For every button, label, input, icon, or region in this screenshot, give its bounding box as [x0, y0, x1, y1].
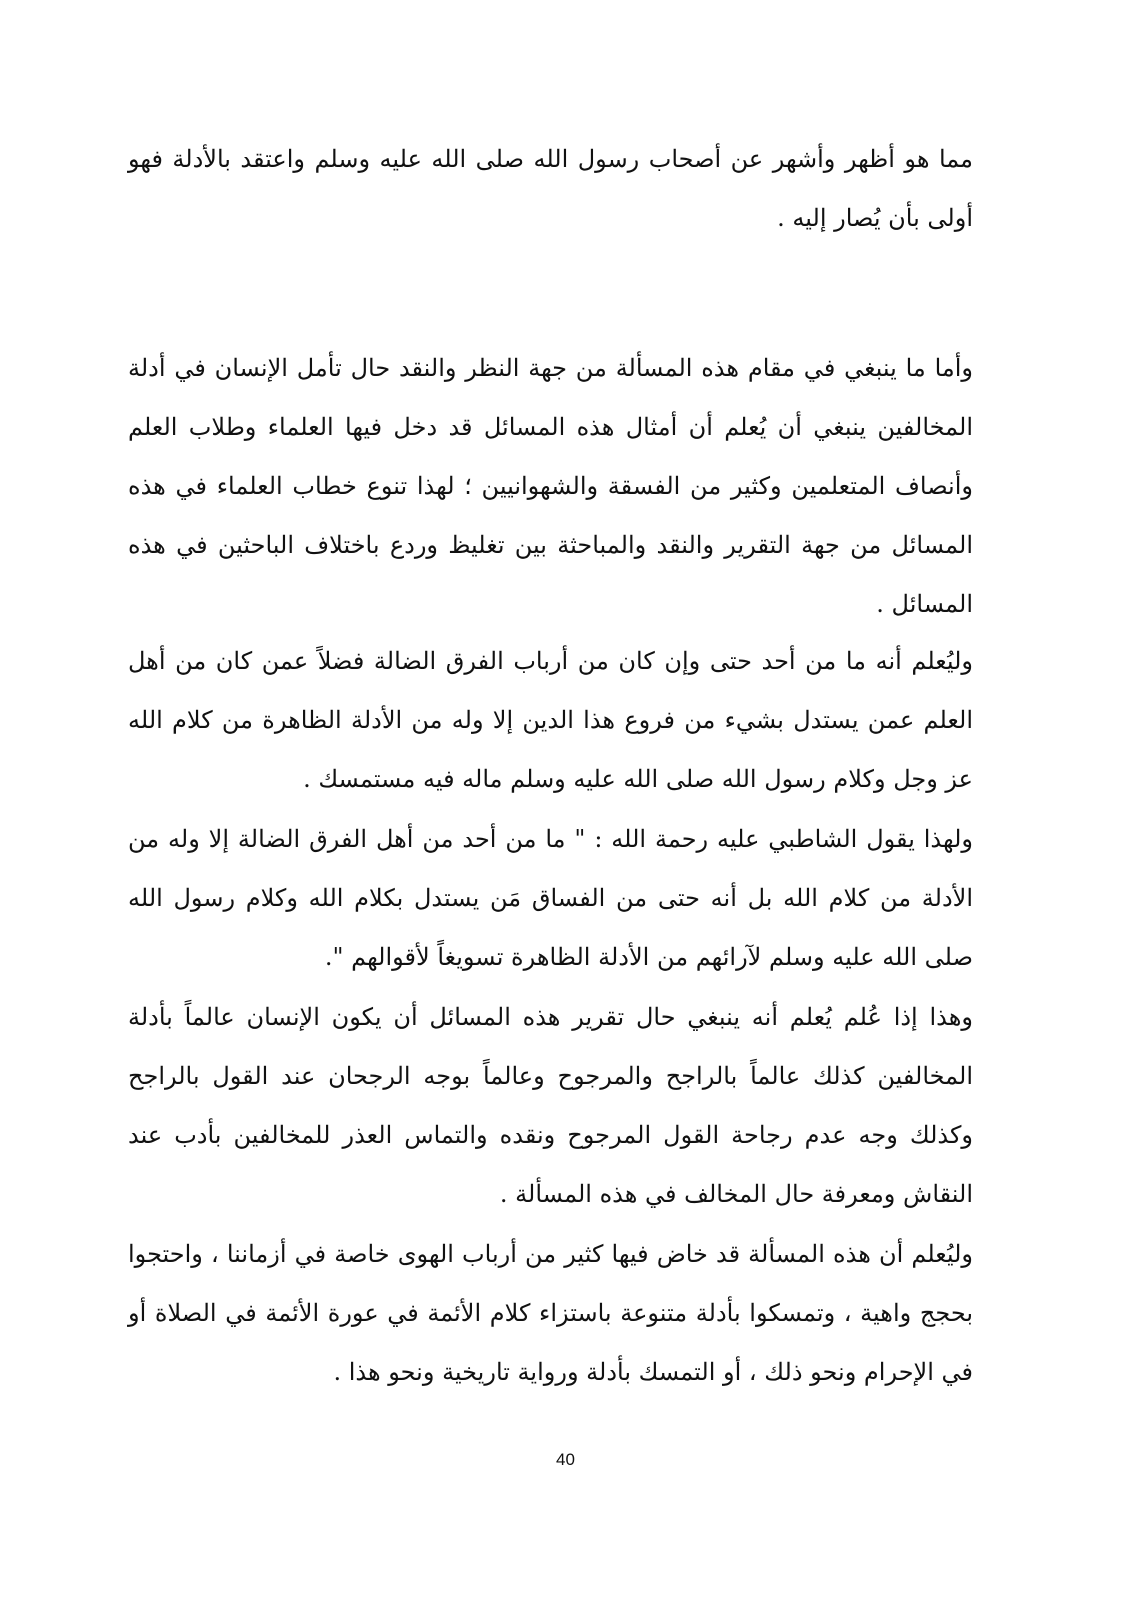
paragraph-text: وهذا إذا عُلم يُعلم أنه ينبغي حال تقرير هذه المسائل أن يكون الإنسان عالماً بأدلة المخالفين كذلك عالماً بالراجح والمرجوح وعالماً بوجه الرجحان عند القول بالراجح وكذلك وجه عدم رجاحة القول المرجوح ونقده والتماس العذر للمخالفين بأدب عند النقاش ومعرفة حال المخالف في هذه المسألة . — [128, 1003, 973, 1208]
page-number: 40 — [556, 1450, 575, 1469]
paragraph-text: وليُعلم أنه ما من أحد حتى وإن كان من أرباب الفرق الضالة فضلاً عمن كان من أهل العلم عمن يستدل بشيء من فروع هذا الدين إلا وله من الأدلة الظاهرة من كلام الله عز وجل وكلام رسول الله صلى الله عليه وسلم ماله فيه مستمسك . — [128, 647, 973, 793]
paragraph-4 — [128, 810, 973, 987]
paragraph-6 — [128, 1225, 973, 1402]
paragraph-text: ولهذا يقول الشاطبي عليه رحمة الله : " ما من أحد من أهل الفرق الضالة إلا وله من الأدلة من كلام الله بل أنه حتى من الفساق مَن يستدل بكلام الله وكلام رسول الله صلى الله عليه وسلم لآرائهم من الأدلة الظاهرة تسويغاً لأقوالهم ". — [128, 825, 974, 971]
paragraph-text: مما هو أظهر وأشهر عن أصحاب رسول الله صلى الله عليه وسلم واعتقد بالأدلة فهو أولى بأن يُصار إليه . — [128, 145, 973, 232]
paragraph-text: وليُعلم أن هذه المسألة قد خاض فيها كثير من أرباب الهوى خاصة في أزماننا ، واحتجوا بحجج واهية ، وتمسكوا بأدلة متنوعة باستزاء كلام الأئمة في عورة الأئمة في الصلاة أو في الإحرام ونحو ذلك ، أو التمسك بأدلة ورواية تاريخية ونحو هذا . — [128, 1240, 974, 1386]
paragraph-3 — [128, 632, 973, 809]
paragraph-2 — [128, 339, 973, 634]
paragraph-text: وأما ما ينبغي في مقام هذه المسألة من جهة النظر والنقد حال تأمل الإنسان في أدلة المخالفين ينبغي أن يُعلم أن أمثال هذه المسائل قد دخل فيها العلماء وطلاب العلم وأنصاف المتعلمين وكثير من الفسقة والشهوانيين ؛ لهذا تنوع خطاب العلماء في هذه المسائل من جهة التقرير والنقد والمباحثة بين تغليظ وردع باختلاف الباحثين في هذه المسائل . — [128, 354, 973, 618]
paragraph-5 — [128, 988, 973, 1224]
paragraph-1 — [128, 130, 973, 248]
